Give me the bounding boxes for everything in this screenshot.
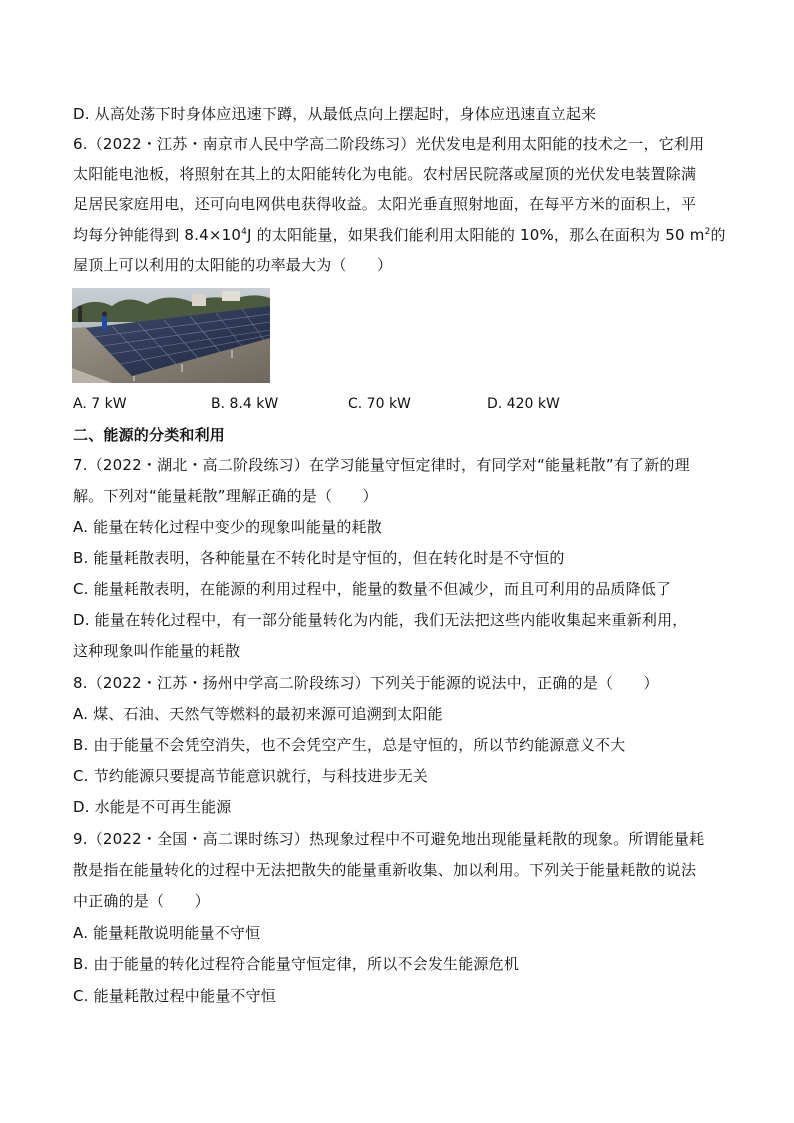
q5-option-d: D. 从高处荡下时身体应迅速下蹲，从最低点向上摆起时，身体应迅速直立起来 <box>73 105 597 123</box>
q9-option-b: B. 由于能量的转化过程符合能量守恒定律，所以不会发生能源危机 <box>73 955 520 973</box>
q7-option-b: B. 能量耗散表明，各种能量在不转化时是守恒的，但在转化时是不守恒的 <box>73 549 565 567</box>
q6-stem-line-2: 太阳能电池板，将照射在其上的太阳能转化为电能。农村居民院落或屋顶的光伏发电装置除满 <box>73 165 697 183</box>
q8-option-d: D. 水能是不可再生能源 <box>73 798 232 816</box>
q6-energy-exponent: 4 <box>241 227 248 237</box>
q7-option-d-line-1: D. 能量在转化过程中，有一部分能量转化为内能，我们无法把这些内能收集起来重新利用， <box>73 611 688 629</box>
q8-option-a: A. 煤、石油、天然气等燃料的最初来源可追溯到太阳能 <box>73 705 443 723</box>
q6-option-d: D. 420 kW <box>487 396 560 412</box>
solar-panel-photo <box>72 288 270 383</box>
q6-stem-line-5: 屋顶上可以利用的太阳能的功率最大为（ ） <box>73 256 393 274</box>
q6-stem-line-4 <box>73 225 733 245</box>
q6-line-end: 的 <box>710 226 726 244</box>
q9-option-c: C. 能量耗散过程中能量不守恒 <box>73 987 277 1005</box>
q9-stem-line-2: 散是指在能量转化的过程中无法把散失的能量重新收集、加以利用。下列关于能量耗散的说法 <box>73 861 697 879</box>
q6-option-b: B. 8.4 kW <box>211 396 279 412</box>
q8-option-b: B. 由于能量不会凭空消失，也不会凭空产生，总是守恒的，所以节约能源意义不大 <box>73 736 626 754</box>
q8-stem: 8.（2022・江苏・扬州中学高二阶段练习）下列关于能源的说法中，正确的是（ ） <box>73 674 659 692</box>
q9-option-a: A. 能量耗散说明能量不守恒 <box>73 924 261 942</box>
q9-stem-line-3: 中正确的是（ ） <box>73 892 210 910</box>
q6-stem-line-1: 6.（2022・江苏・南京市人民中学高二阶段练习）光伏发电是利用太阳能的技术之一，它利用 <box>73 135 705 153</box>
q7-option-d-line-2: 这种现象叫作能量的耗散 <box>73 642 241 660</box>
q9-stem-line-1: 9.（2022・全国・高二课时练习）热现象过程中不可避免地出现能量耗散的现象。所谓能量耗 <box>73 830 705 848</box>
q6-area-exponent: 2 <box>704 227 711 237</box>
q7-option-c: C. 能量耗散表明，在能源的利用过程中，能量的数量不但减少，而且可利用的品质降低了 <box>73 580 672 598</box>
q7-stem-line-2: 解。下列对“能量耗散”理解正确的是（ ） <box>73 487 378 505</box>
q6-area-text: J 的太阳能量，如果我们能利用太阳能的 10%，那么在面积为 50 m <box>247 226 705 244</box>
q6-energy-value: 均每分钟能得到 8.4×10 <box>73 226 242 244</box>
q7-option-a: A. 能量在转化过程中变少的现象叫能量的耗散 <box>73 518 382 536</box>
q6-stem-line-3: 足居民家庭用电，还可向电网供电获得收益。太阳光垂直照射地面，在每平方米的面积上，平 <box>73 195 697 213</box>
section-title: 二、能源的分类和利用 <box>73 426 226 444</box>
q7-stem-line-1: 7.（2022・湖北・高二阶段练习）在学习能量守恒定律时，有同学对“能量耗散”有了新的理 <box>73 456 690 474</box>
solar-panel-illustration <box>72 288 270 383</box>
q6-option-c: C. 70 kW <box>348 396 411 412</box>
q6-option-a: A. 7 kW <box>73 396 127 412</box>
q8-option-c: C. 节约能源只要提高节能意识就行，与科技进步无关 <box>73 767 429 785</box>
